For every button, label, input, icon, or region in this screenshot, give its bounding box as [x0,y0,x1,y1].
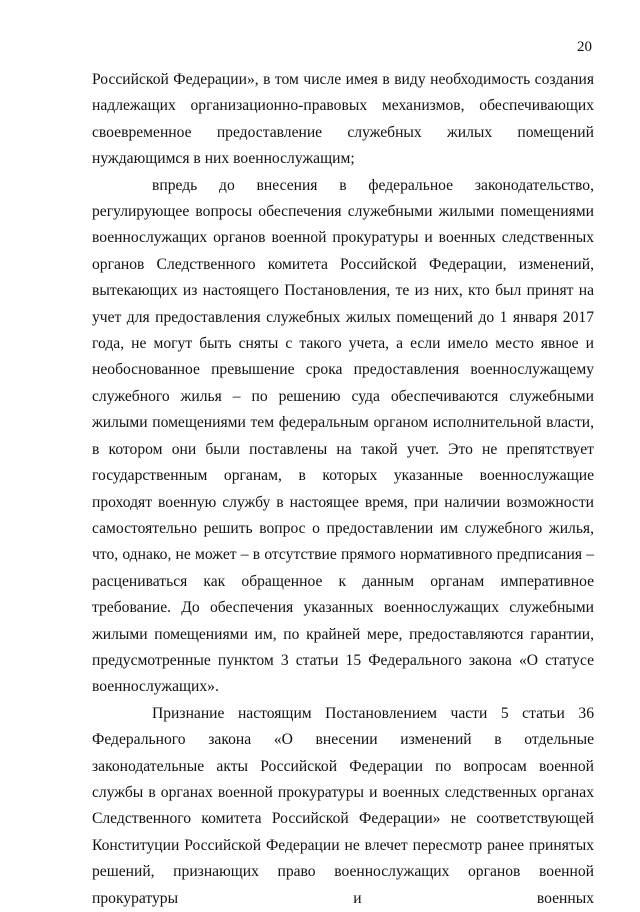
paragraph-interim-measures: впредь до внесения в федеральное законодательство, регулирующее вопросы обеспечения служебными жилыми помещениями военнослужащих органов военной прокуратуры и военных следственных органов Следственного комитета Российской Федерации, изменений, вытекающих из настоящего Постановления, те из них, кто был принят на учет для предоставления служебных жилых помещений до 1 января 2017 года, не могут быть сняты с такого учета, а если имело место явное и необоснованное превышение срока предоставления военнослужащему служебного жилья – по решению суда обеспечиваются служебными жилыми помещениями тем федеральным органом исполнительной власти, в котором они были поставлены на такой учет. Это не препятствует государственным органам, в которых указанные военнослужащие проходят военную службу в настоящее время, при наличии возможности самостоятельно решить вопрос о предоставлении им служебного жилья, что, однако, не может – в отсутствие прямого нормативного предписания – расцениваться как обращенное к данным органам императивное требование. До обеспечения указанных военнослужащих служебными жилыми помещениями им, по крайней мере, предоставляются гарантии, предусмотренные пунктом 3 статьи 15 Федерального закона «О статусе военнослужащих». [92,176,594,696]
document-body [92,67,594,912]
paragraph-continuation: Российской Федерации», в том числе имея в виду необходимость создания надлежащих организационно-правовых механизмов, обеспечивающих своевременное предоставление служебных жилых помещений нуждающимся в них военнослужащим; [92,71,594,168]
page-number: 20 [577,39,592,55]
paragraph-recognition: Признание настоящим Постановлением части 5 статьи 36 Федерального закона «О внесении изменений в отдельные законодательные акты Российской Федерации по вопросам военной службы в органах военной прокуратуры и военных следственных органах Следственного комитета Российской Федерации» не соответствующей Конституции Российской Федерации не влечет пересмотр ранее принятых решений, признающих право военнослужащих органов военной прокуратуры и военных [92,704,594,907]
